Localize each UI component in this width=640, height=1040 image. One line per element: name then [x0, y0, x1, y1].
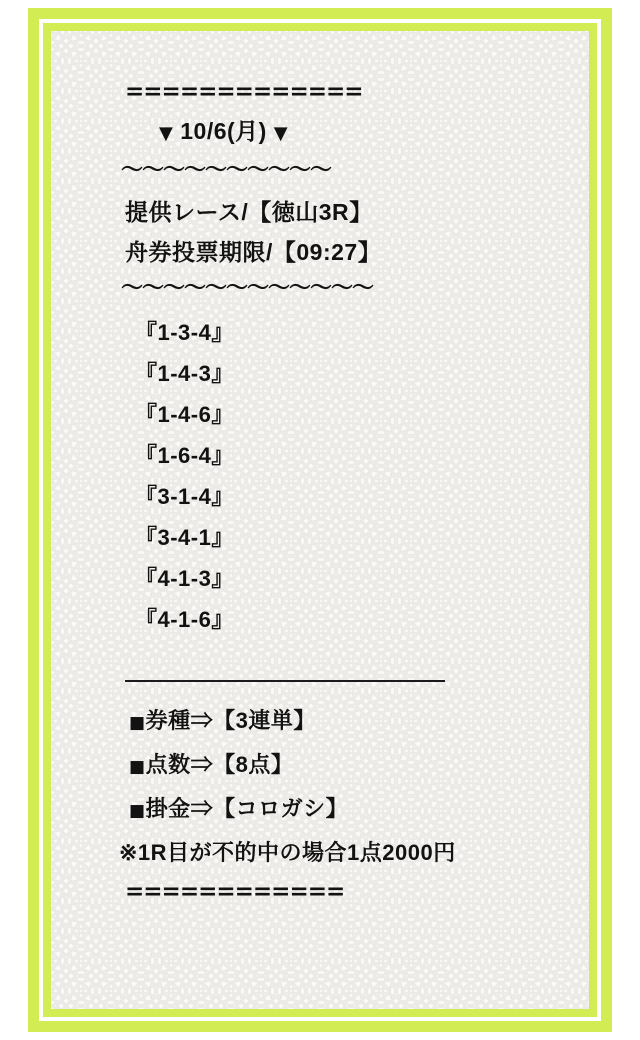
list-item: 『1-4-3』	[135, 361, 234, 386]
top-rule-divider: =============	[125, 79, 363, 105]
list-item: 『3-1-4』	[135, 484, 234, 509]
detail-label: 点数⇒	[145, 752, 214, 777]
content-card	[51, 31, 589, 1009]
wavy-divider-top: 〜〜〜〜〜〜〜〜〜〜	[121, 158, 332, 183]
race-info: 提供レース/【徳山3R】	[125, 199, 373, 225]
date-heading	[159, 111, 559, 154]
horizontal-rule	[125, 680, 445, 682]
list-item: 『4-1-6』	[135, 607, 234, 632]
bet-list	[81, 312, 559, 640]
detail-value: 【8点】	[213, 752, 294, 777]
detail-row-stake	[129, 788, 559, 832]
list-item: 『1-6-4』	[135, 443, 234, 468]
triangle-left-icon: ▼	[159, 123, 174, 144]
list-item: 『1-4-6』	[135, 402, 234, 427]
note-text: ※1R目が不的中の場合1点2000円	[119, 840, 456, 865]
square-bullet-icon: ■	[129, 713, 146, 733]
detail-row-point-count	[129, 744, 559, 788]
list-item: 『3-4-1』	[135, 525, 234, 550]
detail-value: 【コロガシ】	[213, 796, 349, 821]
date-text: 10/6(月)	[180, 118, 267, 144]
square-bullet-icon: ■	[129, 757, 146, 777]
wavy-divider-bottom: 〜〜〜〜〜〜〜〜〜〜〜〜	[121, 276, 374, 301]
square-bullet-icon: ■	[129, 801, 146, 821]
detail-value: 【3連単】	[213, 708, 316, 733]
detail-row-ticket-type	[129, 700, 559, 744]
bottom-rule-divider: ============	[125, 879, 345, 905]
deadline-info: 舟券投票期限/【09:27】	[125, 239, 382, 265]
list-item: 『4-1-3』	[135, 566, 234, 591]
detail-label: 券種⇒	[145, 708, 214, 733]
detail-label: 掛金⇒	[145, 796, 214, 821]
list-item: 『1-3-4』	[135, 320, 234, 345]
triangle-right-icon: ▼	[273, 123, 289, 144]
announcement-body	[51, 31, 589, 1009]
